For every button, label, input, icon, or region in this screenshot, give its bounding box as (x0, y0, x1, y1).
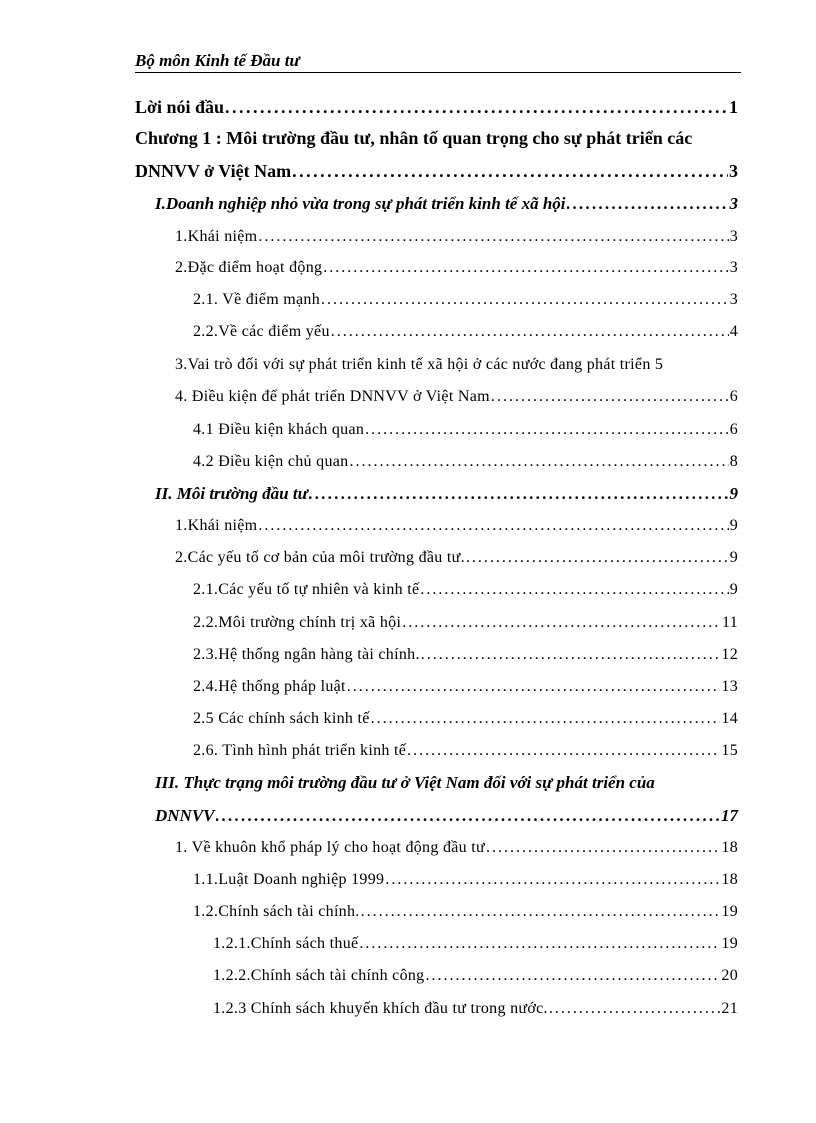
toc-entry[interactable] (193, 418, 738, 442)
toc-entry[interactable] (175, 256, 738, 280)
toc-entry-page: 3 (729, 194, 738, 213)
dot-leader (292, 159, 728, 183)
toc-entry[interactable] (155, 804, 738, 828)
toc-entry[interactable] (193, 320, 738, 344)
dot-leader (426, 964, 721, 988)
dot-leader (420, 578, 728, 602)
toc-entry-title: 2.Đặc điểm hoạt động (175, 259, 323, 276)
toc-entry[interactable] (175, 353, 738, 377)
toc-entry[interactable] (213, 964, 738, 988)
toc-entry-page: 6 (729, 421, 738, 438)
toc-entry-title: 2.2.Môi trường chính trị xã hội (193, 614, 402, 631)
toc-entry[interactable] (213, 997, 738, 1021)
toc-entry[interactable] (193, 578, 738, 602)
toc-entry-page: 17 (721, 806, 738, 825)
toc-entry-page: 18 (721, 839, 738, 856)
toc-entry[interactable] (175, 225, 738, 249)
toc-entry-page: 18 (721, 871, 738, 888)
dot-leader (216, 804, 720, 828)
toc-entry-title: 1.2.2.Chính sách tài chính công (213, 967, 425, 984)
toc-entry-page: 8 (729, 453, 738, 470)
toc-entry-page: 1 (729, 97, 738, 117)
toc-entry-title: II. Môi trường đầu tư (155, 484, 308, 503)
dot-leader (359, 932, 720, 956)
toc-entry-page: 19 (721, 935, 738, 952)
page-header (135, 50, 741, 73)
toc-entry-page: 4 (729, 323, 738, 340)
toc-entry-title: I.Doanh nghiệp nhỏ vừa trong sự phát triển kinh tế xã hội (155, 194, 566, 213)
toc-entry[interactable] (155, 482, 738, 506)
dot-leader (361, 900, 721, 924)
toc-entry-title: 2.1.Các yếu tố tự nhiên và kinh tế (193, 581, 420, 598)
dot-leader (385, 868, 720, 892)
toc-entry[interactable] (193, 288, 738, 312)
toc-entry-title: Lời nói đầu (135, 97, 225, 117)
toc-entry[interactable] (193, 450, 738, 474)
dot-leader (365, 418, 729, 442)
toc-entry-title: 4. Điều kiện để phát triển DNNVV ở Việt Nam (175, 388, 490, 405)
toc-entry-page: 14 (721, 710, 738, 727)
dot-leader (321, 288, 729, 312)
toc-entry-title: 2.6. Tình hình phát triển kinh tế (193, 742, 407, 759)
toc-entry-title: 4.1 Điều kiện khách quan (193, 421, 365, 438)
toc-entry[interactable] (193, 900, 738, 924)
dot-leader (421, 643, 721, 667)
dot-leader (258, 225, 728, 249)
toc-entry-title: Chương 1 : Môi trường đầu tư, nhân tố quan trọng cho sự phát triển các (135, 128, 693, 148)
toc-entry-page: 13 (721, 678, 738, 695)
toc-entry-title: 2.4.Hệ thống pháp luật (193, 678, 346, 695)
toc-entry-title: 2.3.Hệ thống ngân hàng tài chính. (193, 646, 420, 663)
toc-entry-title: 2.5 Các chính sách kinh tế (193, 710, 370, 727)
toc-entry-page: 9 (729, 517, 738, 534)
toc-entry-page: 20 (721, 967, 738, 984)
toc-entry-page: 12 (721, 646, 738, 663)
toc-entry-page: 11 (721, 614, 738, 631)
toc-entry-title: 1.2.3 Chính sách khuyến khích đầu tư trong nước. (213, 1000, 548, 1017)
dot-leader (347, 675, 721, 699)
toc-entry[interactable] (193, 643, 738, 667)
toc-entry-page: 6 (729, 388, 738, 405)
dot-leader (486, 836, 720, 860)
toc-entry[interactable] (155, 192, 738, 216)
dot-leader (371, 707, 721, 731)
dot-leader (349, 450, 728, 474)
toc-entry[interactable] (193, 868, 738, 892)
toc-entry-title: 3.Vai trò đối với sự phát triển kinh tế xã hội ở các nước đang phát triển 5 (175, 356, 664, 373)
dot-leader (549, 997, 721, 1021)
toc-entry-page: 3 (729, 161, 738, 181)
toc-entry-title: DNNVV (155, 806, 215, 825)
toc-entry[interactable] (175, 385, 738, 409)
toc-entry-page: 9 (729, 581, 738, 598)
toc-entry-title: 1.2.Chính sách tài chính. (193, 903, 360, 920)
dot-leader (407, 739, 720, 763)
toc-entry-title: 2.Các yếu tố cơ bản của môi trường đầu tư. (175, 549, 465, 566)
toc-entry-title: 4.2 Điều kiện chủ quan (193, 453, 349, 470)
toc-entry[interactable] (155, 771, 738, 795)
toc-entry-page: 9 (729, 484, 738, 503)
dot-leader (491, 385, 729, 409)
toc-entry-title: III. Thực trạng môi trường đầu tư ở Việt Nam đối với sự phát triển của (155, 773, 655, 792)
toc-entry[interactable] (135, 95, 738, 119)
toc-entry-title: 1.Khái niệm (175, 517, 258, 534)
toc-entry[interactable] (213, 932, 738, 956)
toc-entry-title: 1.Khái niệm (175, 228, 258, 245)
toc-entry-page: 19 (721, 903, 738, 920)
toc-entry-title: 2.2.Về các điểm yếu (193, 323, 330, 340)
toc-entry-title: 1.2.1.Chính sách thuế (213, 935, 359, 952)
toc-entry[interactable] (175, 836, 738, 860)
dot-leader (323, 256, 728, 280)
toc-entry-title: 2.1. Về điểm mạnh (193, 291, 321, 308)
toc-entry[interactable] (193, 707, 738, 731)
dot-leader (258, 514, 728, 538)
toc-entry-page: 3 (729, 291, 738, 308)
toc-entry[interactable] (175, 514, 738, 538)
toc-entry-page: 21 (721, 1000, 738, 1017)
toc-entry[interactable] (135, 159, 738, 183)
toc-entry-title: 1. Về khuôn khổ pháp lý cho hoạt động đầu tư (175, 839, 485, 856)
dot-leader (309, 482, 729, 506)
toc-entry[interactable] (135, 126, 738, 150)
toc-entry[interactable] (175, 546, 738, 570)
dot-leader (466, 546, 729, 570)
toc-entry-title: 1.1.Luật Doanh nghiệp 1999 (193, 871, 385, 888)
dot-leader (567, 192, 729, 216)
toc-entry-page: 9 (729, 549, 738, 566)
dot-leader (225, 95, 728, 119)
toc-entry-page: 3 (729, 228, 738, 245)
header-title: Bộ môn Kinh tế Đầu tư (135, 51, 300, 70)
toc-entry[interactable] (193, 739, 738, 763)
toc-entry[interactable] (193, 675, 738, 699)
toc-entry-title: DNNVV ở Việt Nam (135, 161, 292, 181)
dot-leader (331, 320, 729, 344)
toc-entry-page: 3 (729, 259, 738, 276)
toc-entry[interactable] (193, 611, 738, 635)
dot-leader (402, 611, 721, 635)
toc-entry-page: 15 (721, 742, 738, 759)
